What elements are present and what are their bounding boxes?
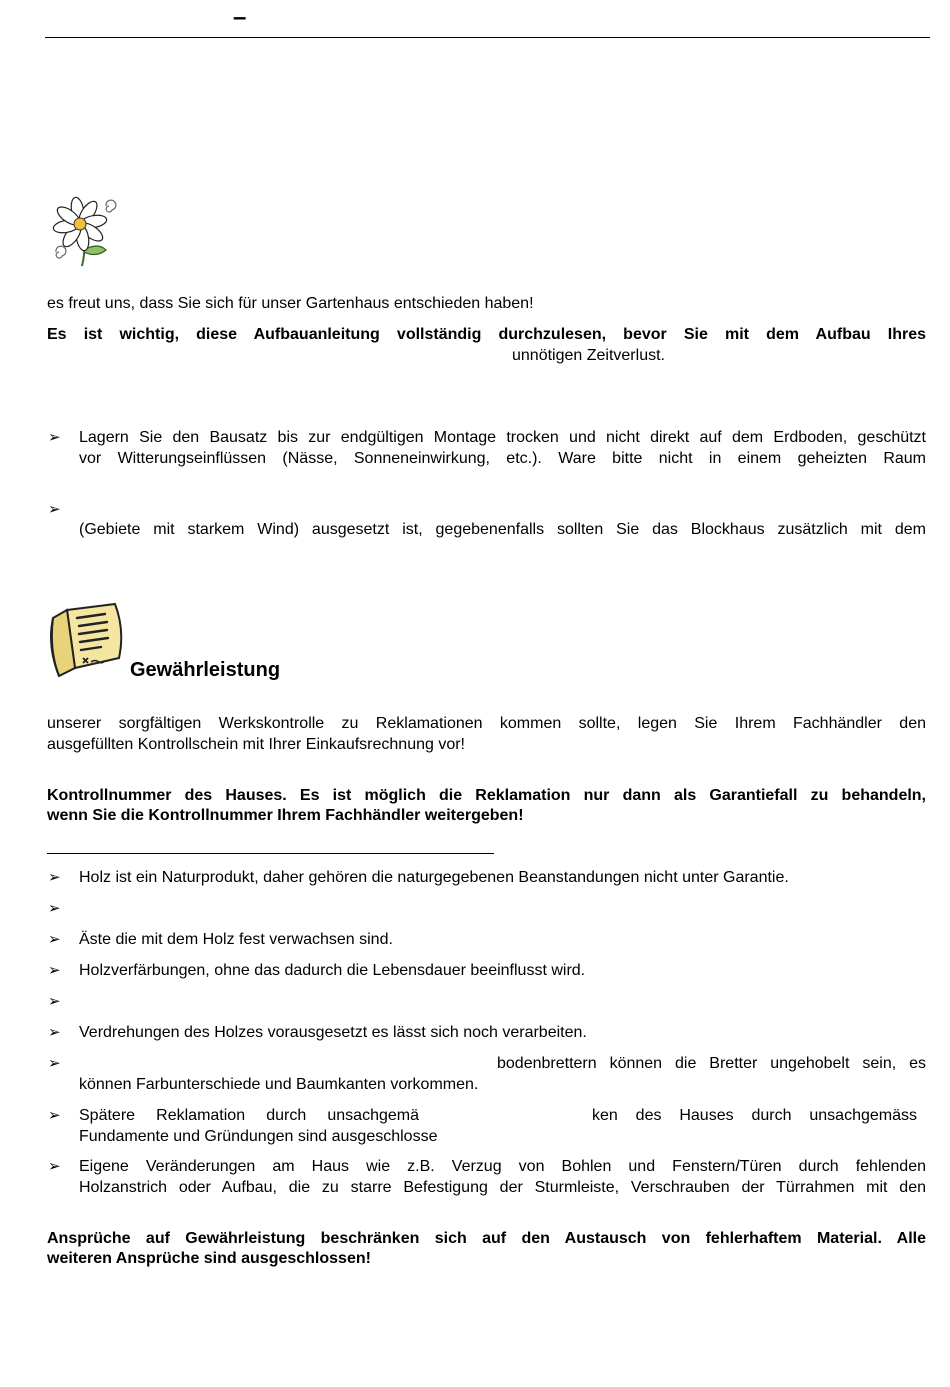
arrowhead-bullet: ➢ — [48, 931, 61, 948]
arrowhead-bullet: ➢ — [48, 1158, 61, 1175]
arrowhead-bullet: ➢ — [48, 1107, 61, 1124]
scroll-document-icon — [45, 600, 127, 680]
header-rule — [45, 37, 930, 38]
warranty-bullet-4: Holzverfärbungen, ohne das dadurch die Lebensdauer beeinflusst wird. — [79, 962, 586, 979]
warranty-bullet-9-line1: Eigene Veränderungen am Haus wie z.B. Verzug von Bohlen und Fenstern/Türen durch fehlenden — [79, 1158, 926, 1175]
closing-line1: Ansprüche auf Gewährleistung beschränken sich auf den Austausch von fehlerhaftem Material. Alle — [47, 1230, 926, 1247]
daisy-flower-icon — [46, 192, 118, 268]
arrowhead-bullet: ➢ — [48, 900, 61, 917]
arrowhead-bullet: ➢ — [48, 1055, 61, 1072]
warranty-bullet-8-line1b: ken des Hauses durch unsachgemäss — [592, 1107, 917, 1124]
storage-bullet-1-line2: vor Witterungseinflüssen (Nässe, Sonneneinwirkung, etc.). Ware bitte nicht in einem geheizten Raum — [79, 450, 926, 467]
arrowhead-bullet: ➢ — [48, 869, 61, 886]
arrowhead-bullet: ➢ — [48, 501, 61, 518]
warranty-bullet-8-line2: Fundamente und Gründungen sind ausgeschlosse — [79, 1128, 438, 1145]
control-number-line2: wenn Sie die Kontrollnummer Ihrem Fachhändler weitergeben! — [47, 807, 524, 824]
storage-bullet-1-line1: Lagern Sie den Bausatz bis zur endgültigen Montage trocken und nicht direkt auf dem Erdboden, geschützt — [79, 429, 926, 446]
header-dash: – — [233, 4, 247, 31]
storage-bullet-2-line2: (Gebiete mit starkem Wind) ausgesetzt ist, gegebenenfalls sollten Sie das Blockhaus zusätzlich mit dem — [79, 521, 926, 538]
warranty-bullet-3: Äste die mit dem Holz fest verwachsen sind. — [79, 931, 393, 948]
warranty-bullet-8-line1a: Spätere Reklamation durch unsachgemä — [79, 1107, 419, 1124]
warranty-bullet-9-line2: Holzanstrich oder Aufbau, die zu starre Befestigung der Sturmleiste, Verschrauben der Türrahmen mit den — [79, 1179, 926, 1196]
arrowhead-bullet: ➢ — [48, 962, 61, 979]
arrowhead-bullet: ➢ — [48, 1024, 61, 1041]
control-number-line1: Kontrollnummer des Hauses. Es ist möglich die Reklamation nur dann als Garantiefall zu behandeln, — [47, 787, 926, 804]
arrowhead-bullet: ➢ — [48, 429, 61, 446]
important-notice-line1: Es ist wichtig, diese Aufbauanleitung vollständig durchzulesen, bevor Sie mit dem Aufbau Ihres — [47, 326, 926, 343]
arrowhead-bullet: ➢ — [48, 993, 61, 1010]
warranty-para-line1: unserer sorgfältigen Werkskontrolle zu Reklamationen kommen sollte, legen Sie Ihrem Fachhändler den — [47, 715, 926, 732]
warranty-bullet-7-line2: können Farbunterschiede und Baumkanten vorkommen. — [79, 1076, 479, 1093]
warranty-para-line2: ausgefüllten Kontrollschein mit Ihrer Einkaufsrechnung vor! — [47, 736, 465, 753]
warranty-bullet-1: Holz ist ein Naturprodukt, daher gehören die naturgegebenen Beanstandungen nicht unter Garantie. — [79, 869, 789, 886]
signature-line — [47, 853, 494, 854]
important-notice-line2: unnötigen Zeitverlust. — [512, 347, 665, 364]
greeting-text: es freut uns, dass Sie sich für unser Gartenhaus entschieden haben! — [47, 295, 534, 312]
warranty-heading: Gewährleistung — [130, 659, 281, 681]
closing-line2: weiteren Ansprüche sind ausgeschlossen! — [47, 1250, 371, 1267]
warranty-bullet-6: Verdrehungen des Holzes vorausgesetzt es lässt sich noch verarbeiten. — [79, 1024, 587, 1041]
warranty-bullet-7-line1: bodenbrettern können die Bretter ungehobelt sein, es — [497, 1055, 926, 1072]
